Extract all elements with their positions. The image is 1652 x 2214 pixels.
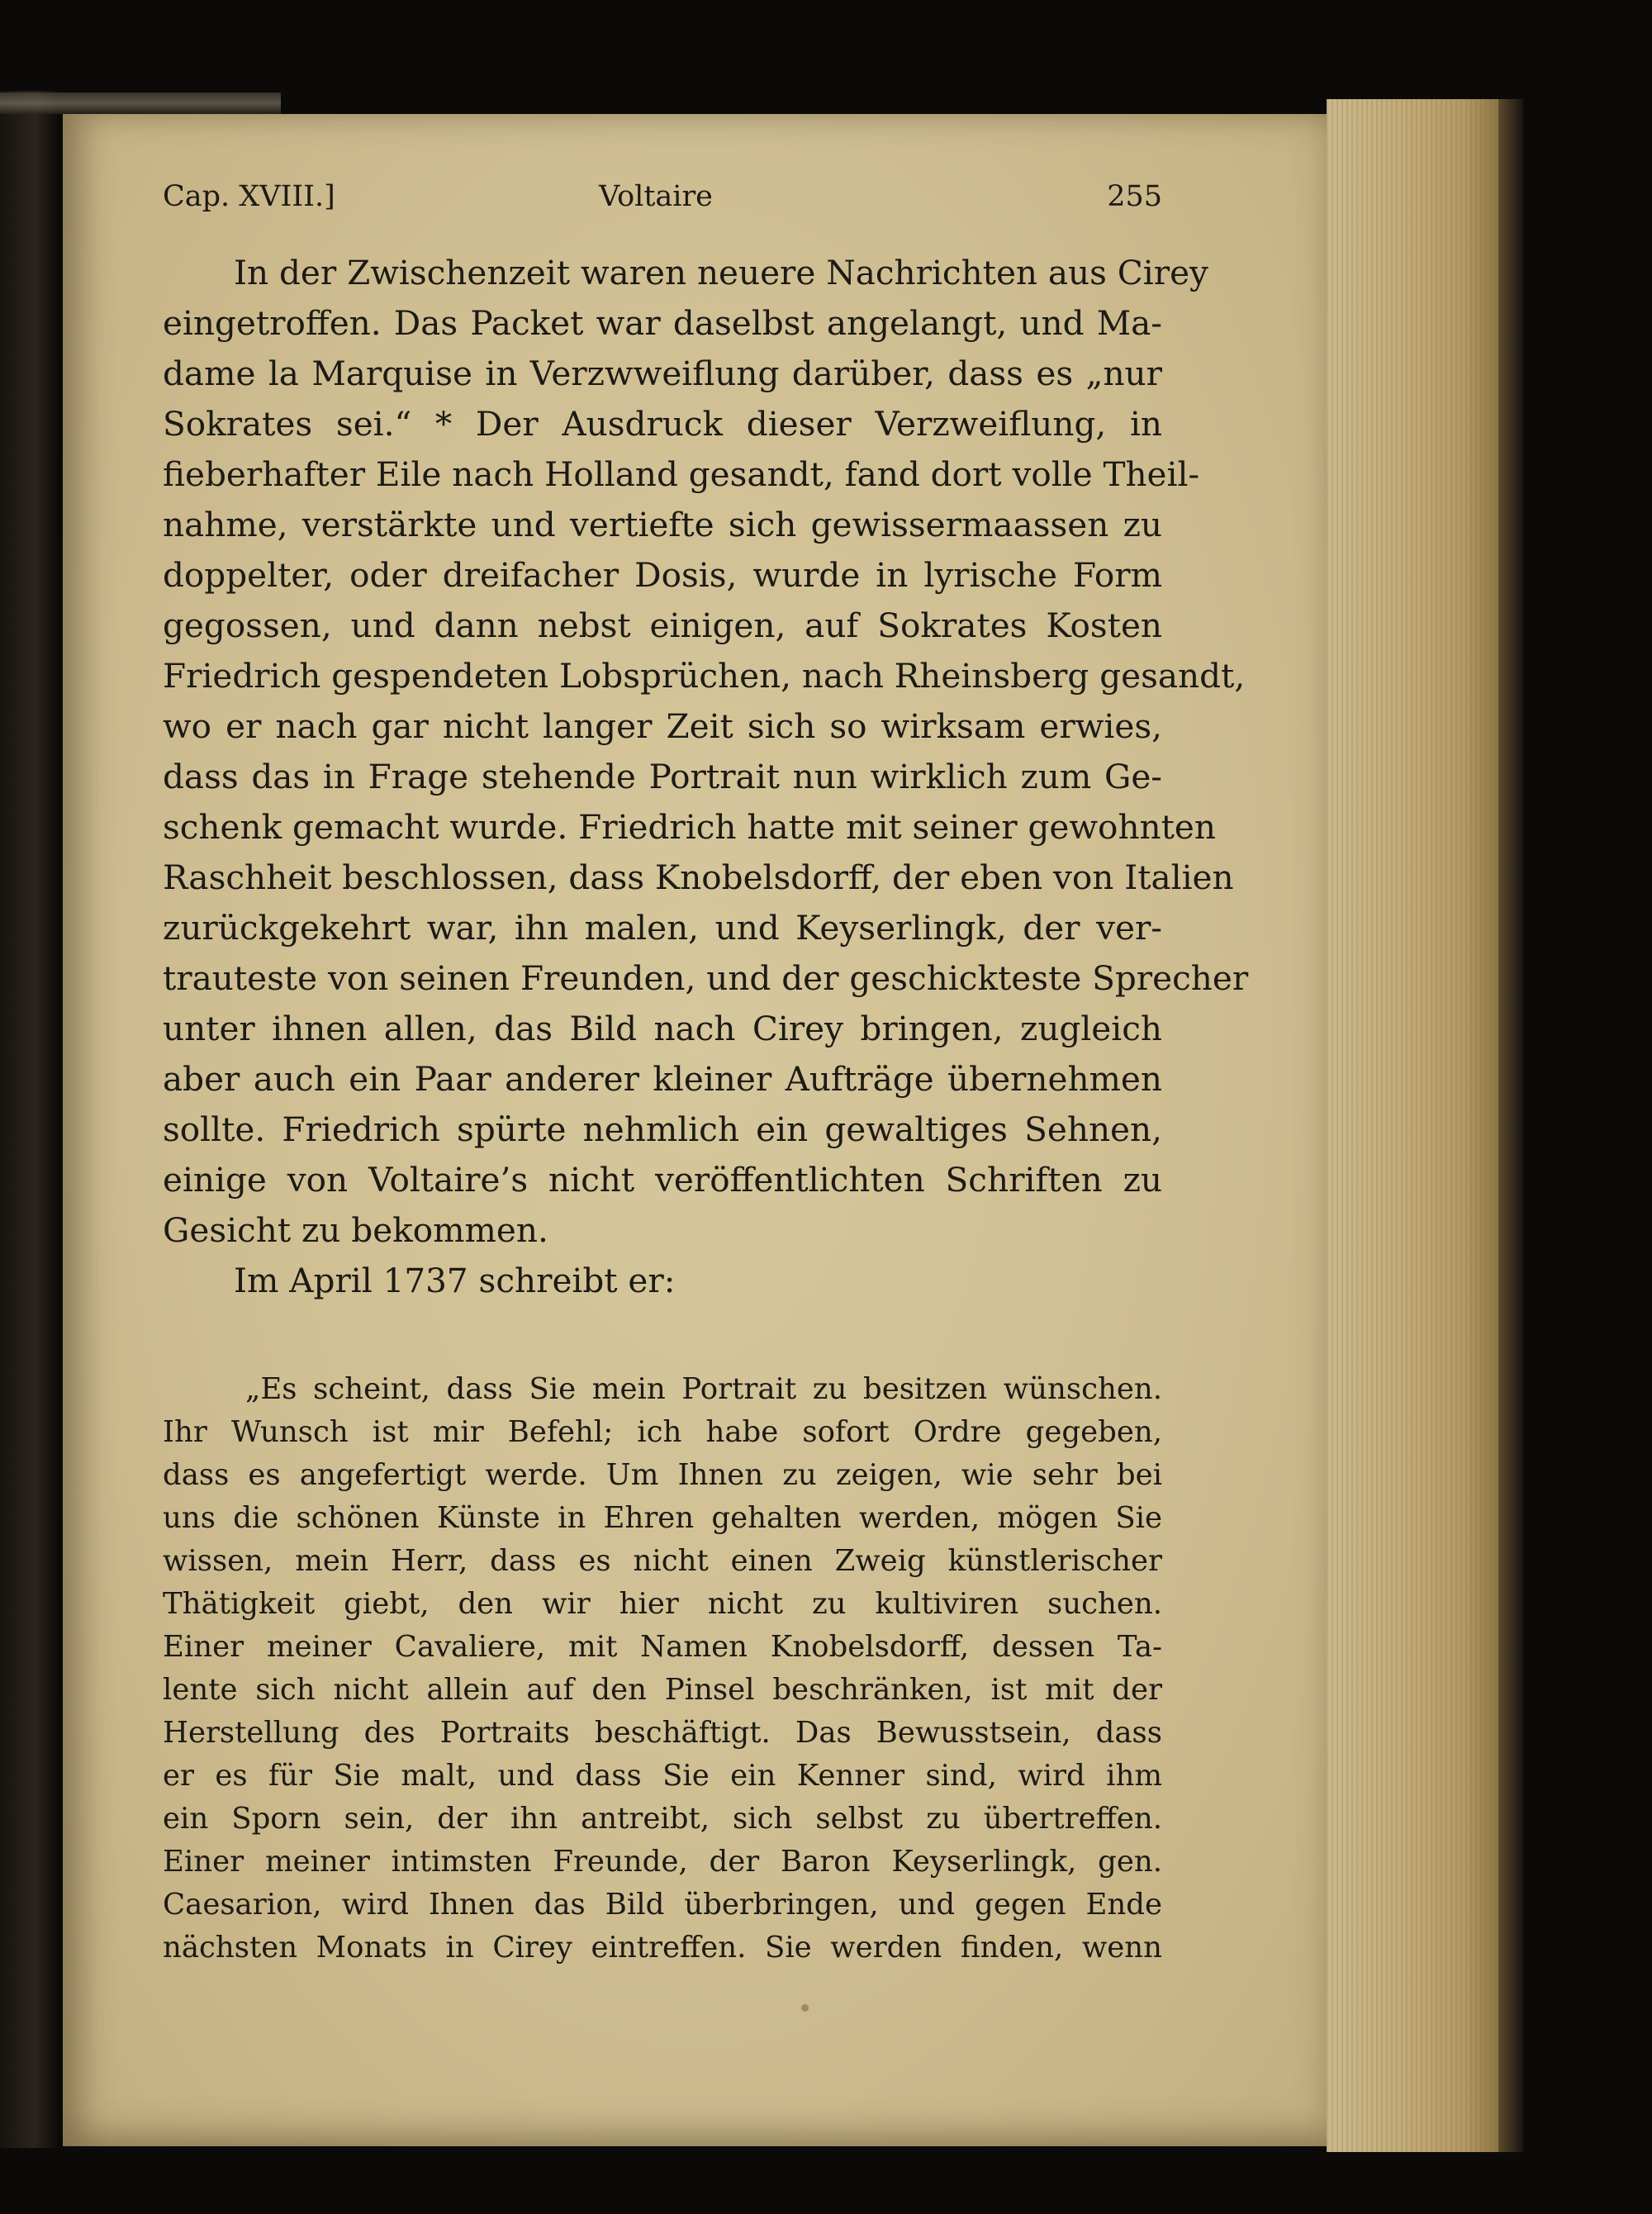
quote-line: nächsten Monats in Cirey eintreffen. Sie werden finden, wenn <box>163 1931 1162 1965</box>
text-line: Sokrates sei.“ * Der Ausdruck dieser Verzweiflung, in <box>163 404 1162 444</box>
page-stack-shadow <box>1498 99 1523 2152</box>
quote-line: Caesarion, wird Ihnen das Bild überbringen, und gegen Ende <box>163 1888 1162 1922</box>
page-number: 255 <box>1107 180 1162 213</box>
quote-line: Herstellung des Portraits beschäftigt. Das Bewusstsein, dass <box>163 1716 1162 1750</box>
quote-line: wissen, mein Herr, dass es nicht einen Zweig künstlerischer <box>163 1544 1162 1578</box>
quote-line: „Es scheint, dass Sie mein Portrait zu besitzen wünschen. <box>245 1372 1162 1406</box>
text-line: trauteste von seinen Freunden, und der geschickteste Sprecher <box>163 958 1249 998</box>
text-line: dass das in Frage stehende Portrait nun wirklich zum Ge- <box>163 757 1162 796</box>
page-speck <box>801 2004 809 2012</box>
text-line: Raschheit beschlossen, dass Knobelsdorff, der eben von Italien <box>163 858 1234 897</box>
text-line: wo er nach gar nicht langer Zeit sich so wirksam erwies, <box>163 706 1162 746</box>
main-text <box>163 248 1249 1306</box>
running-title: Voltaire <box>599 180 713 213</box>
text-line: schenk gemacht wurde. Friedrich hatte mit seiner gewohnten <box>163 807 1216 847</box>
quote-line: lente sich nicht allein auf den Pinsel beschränken, ist mit der <box>163 1673 1162 1707</box>
running-header <box>163 180 1162 221</box>
quote-line: uns die schönen Künste in Ehren gehalten werden, mögen Sie <box>163 1501 1162 1535</box>
quote-line: Thätigkeit giebt, den wir hier nicht zu kultiviren suchen. <box>163 1587 1162 1621</box>
text-line: dame la Marquise in Verzwweiflung darüber, dass es „nur <box>163 354 1162 393</box>
text-line: Im April 1737 schreibt er: <box>234 1261 676 1300</box>
cover-spine-band <box>0 93 281 114</box>
book-cover-edge <box>0 91 58 2148</box>
chapter-label: Cap. XVIII.] <box>163 180 335 213</box>
text-line: In der Zwischenzeit waren neuere Nachrichten aus Cirey <box>234 253 1208 292</box>
quote-line: er es für Sie malt, und dass Sie ein Kenner sind, wird ihm <box>163 1759 1162 1793</box>
text-line: gegossen, und dann nebst einigen, auf Sokrates Kosten <box>163 606 1162 645</box>
quote-line: Ihr Wunsch ist mir Befehl; ich habe sofort Ordre gegeben, <box>163 1415 1162 1449</box>
text-line: Gesicht zu bekommen. <box>163 1210 548 1250</box>
quote-line: ein Sporn sein, der ihn antreibt, sich selbst zu übertreffen. <box>163 1802 1162 1836</box>
text-line: Friedrich gespendeten Lobsprüchen, nach Rheinsberg gesandt, <box>163 656 1246 696</box>
text-line: doppelter, oder dreifacher Dosis, wurde in lyrische Form <box>163 555 1162 595</box>
text-line: aber auch ein Paar anderer kleiner Aufträge übernehmen <box>163 1059 1162 1099</box>
text-line: eingetroffen. Das Packet war daselbst angelangt, und Ma- <box>163 303 1162 343</box>
quoted-letter <box>163 1368 1162 1969</box>
quote-line: dass es angefertigt werde. Um Ihnen zu zeigen, wie sehr bei <box>163 1458 1162 1492</box>
text-line: sollte. Friedrich spürte nehmlich ein gewaltiges Sehnen, <box>163 1109 1162 1149</box>
quote-line: Einer meiner intimsten Freunde, der Baron Keyserlingk, gen. <box>163 1845 1162 1879</box>
text-line: nahme, verstärkte und vertiefte sich gewissermaassen zu <box>163 505 1162 544</box>
text-line: zurückgekehrt war, ihn malen, und Keyserlingk, der ver- <box>163 908 1162 948</box>
text-line: einige von Voltaire’s nicht veröffentlichten Schriften zu <box>163 1160 1162 1200</box>
text-line: unter ihnen allen, das Bild nach Cirey bringen, zugleich <box>163 1009 1162 1048</box>
text-line: fieberhafter Eile nach Holland gesandt, fand dort volle Theil- <box>163 454 1200 494</box>
quote-line: Einer meiner Cavaliere, mit Namen Knobelsdorff, dessen Ta- <box>163 1630 1162 1664</box>
page-stack-edge <box>1327 99 1498 2152</box>
